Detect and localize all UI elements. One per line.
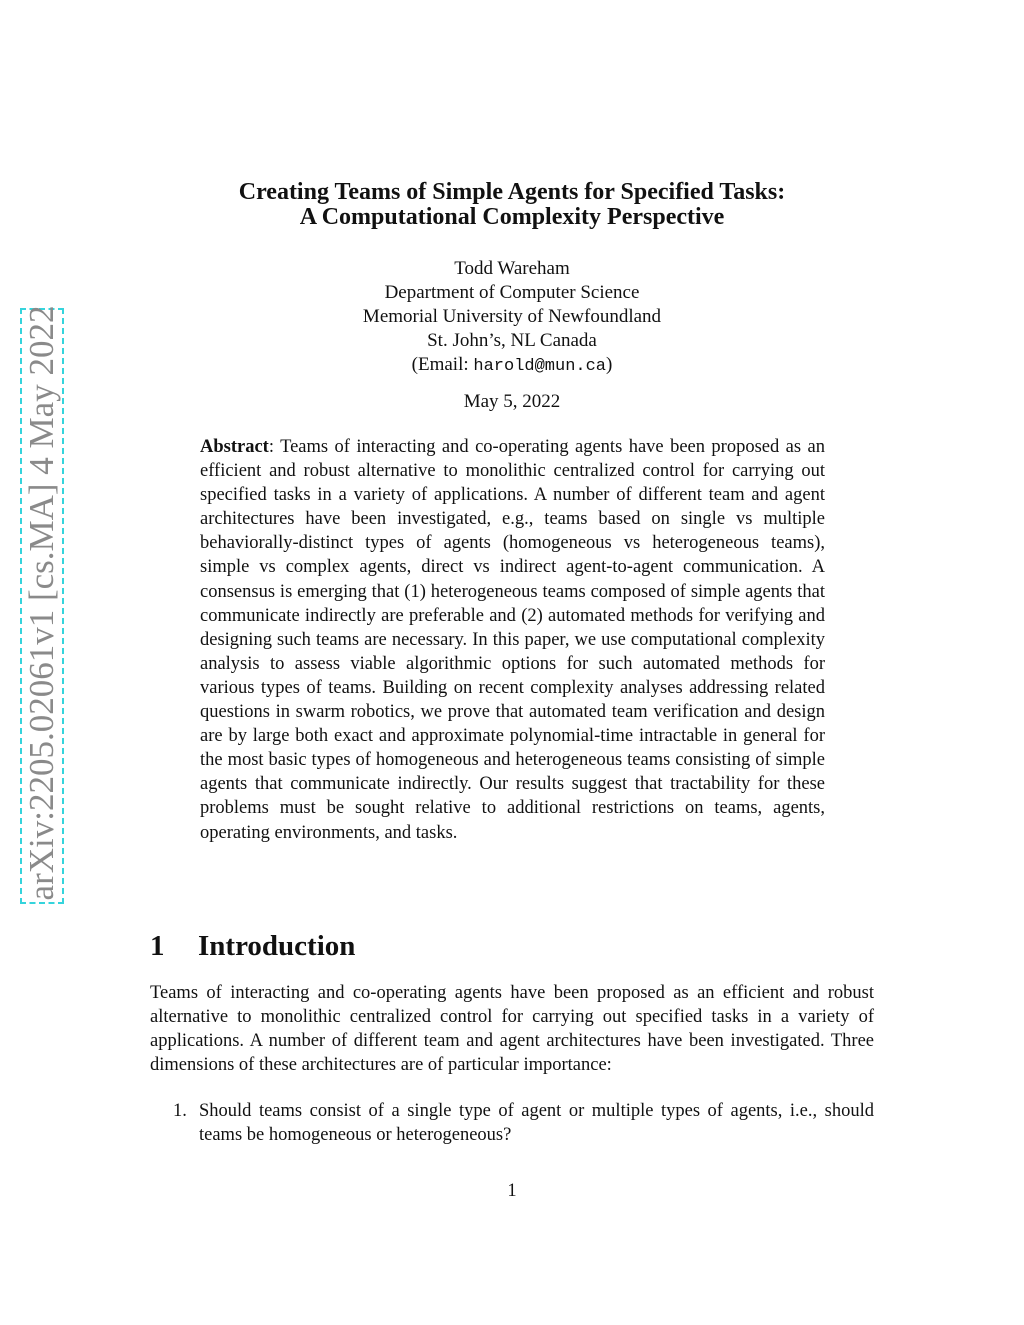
author-email-line (150, 353, 874, 379)
author-name: Todd Wareham (454, 258, 570, 279)
section-number: 1 (150, 930, 165, 962)
author-location: St. John’s, NL Canada (427, 330, 597, 351)
list-item (150, 1099, 874, 1147)
title-line-2: A Computational Complexity Perspective (299, 204, 725, 230)
title-line-1: Creating Teams of Simple Agents for Specified Tasks: (238, 179, 786, 205)
email-prefix: (Email: (411, 354, 474, 375)
author-department: Department of Computer Science (384, 282, 640, 303)
abstract-text: : Teams of interacting and co-operating agents have been proposed as an efficient and robust alternative to monolithic centralized control for carrying out specified tasks in a variety of applications. A number of different team and agent architectures have been investigated, e.g., teams based on single vs multiple behaviorally-distinct types of agents (homogeneous vs heterogeneous teams), simple vs complex agents, direct vs indirect agent-to-agent communication. A consensus is emerging that (1) heterogeneous teams composed of simple agents that communicate indirectly are preferable and (2) automated methods for verifying and designing such teams are necessary. In this paper, we use computational complexity analysis to assess viable algorithmic options for such automated methods for various types of teams. Building on recent complexity analyses addressing related questions in swarm robotics, we prove that automated team verification and design are by large both exact and approximate polynomial-time intractable in general for the most basic types of homogeneous and heterogeneous teams consisting of simple agents that communicate indirectly. Our results suggest that tractability for these problems must be sought relative to additional restrictions on teams, agents, operating environments, and tasks. (200, 437, 825, 843)
email-suffix: ) (606, 354, 613, 375)
paper-title (150, 180, 874, 230)
enumerated-list (150, 1099, 874, 1147)
arxiv-stamp: arXiv:2205.02061v1 [cs.MA] 4 May 2022 (22, 305, 61, 901)
list-item-number: 1. (173, 1101, 187, 1121)
section-heading (150, 928, 874, 964)
author-university: Memorial University of Newfoundland (362, 306, 662, 327)
abstract (200, 435, 825, 845)
abstract-label: Abstract (200, 437, 269, 457)
author-email[interactable]: harold@mun.ca (473, 357, 607, 376)
paper-date: May 5, 2022 (463, 391, 561, 412)
page-number: 1 (507, 1181, 517, 1201)
section-title: Introduction (198, 930, 356, 962)
intro-paragraph: Teams of interacting and co-operating agents have been proposed as an efficient and robust alternative to monolithic centralized control for carrying out specified tasks in a variety of applications. A number of different team and agent architectures have been investigated. Three dimensions of these architectures are of particular importance: (150, 983, 874, 1076)
list-item-text: Should teams consist of a single type of agent or multiple types of agents, i.e., should teams be homogeneous or heterogeneous? (199, 1101, 874, 1146)
author-block (150, 257, 874, 379)
